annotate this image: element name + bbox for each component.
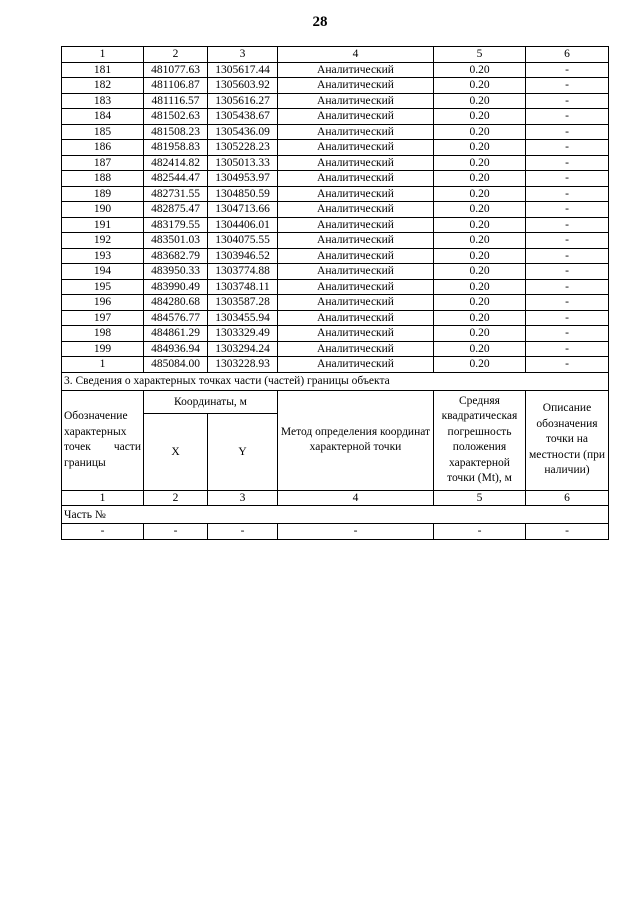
error-value: 0.20 xyxy=(434,93,526,109)
table-row xyxy=(62,155,609,171)
column-number: 2 xyxy=(144,47,208,63)
coord-x: 481502.63 xyxy=(144,109,208,125)
method: Аналитический xyxy=(278,264,434,280)
empty-cell: - xyxy=(144,524,208,540)
section3-numbers-row xyxy=(62,490,609,506)
column-number: 4 xyxy=(278,47,434,63)
point-number: 185 xyxy=(62,124,144,140)
error-value: 0.20 xyxy=(434,233,526,249)
method: Аналитический xyxy=(278,217,434,233)
coord-x: 481077.63 xyxy=(144,62,208,78)
method: Аналитический xyxy=(278,109,434,125)
coord-y: 1303748.11 xyxy=(208,279,278,295)
coord-x: 484861.29 xyxy=(144,326,208,342)
coord-y: 1305438.67 xyxy=(208,109,278,125)
coord-y: 1304850.59 xyxy=(208,186,278,202)
description: - xyxy=(526,140,609,156)
x-header: X xyxy=(144,413,208,490)
coord-y: 1303294.24 xyxy=(208,341,278,357)
description: - xyxy=(526,341,609,357)
coord-x: 483179.55 xyxy=(144,217,208,233)
point-number: 195 xyxy=(62,279,144,295)
description: - xyxy=(526,109,609,125)
point-number: 184 xyxy=(62,109,144,125)
error-value: 0.20 xyxy=(434,78,526,94)
column-number: 6 xyxy=(526,490,609,506)
point-number: 192 xyxy=(62,233,144,249)
error-value: 0.20 xyxy=(434,310,526,326)
coord-x: 481958.83 xyxy=(144,140,208,156)
description: - xyxy=(526,264,609,280)
method: Аналитический xyxy=(278,62,434,78)
point-number: 198 xyxy=(62,326,144,342)
table-row xyxy=(62,248,609,264)
coord-x: 484936.94 xyxy=(144,341,208,357)
error-value: 0.20 xyxy=(434,217,526,233)
point-number: 187 xyxy=(62,155,144,171)
point-number: 182 xyxy=(62,78,144,94)
coord-y: 1303774.88 xyxy=(208,264,278,280)
table-row xyxy=(62,93,609,109)
table-row xyxy=(62,202,609,218)
coord-y: 1303329.49 xyxy=(208,326,278,342)
table-row xyxy=(62,326,609,342)
coord-y: 1305603.92 xyxy=(208,78,278,94)
empty-cell: - xyxy=(526,524,609,540)
description: - xyxy=(526,186,609,202)
empty-cell: - xyxy=(278,524,434,540)
table-row xyxy=(62,341,609,357)
coord-y: 1305616.27 xyxy=(208,93,278,109)
description: - xyxy=(526,279,609,295)
coord-y: 1304953.97 xyxy=(208,171,278,187)
error-value: 0.20 xyxy=(434,295,526,311)
column-number: 3 xyxy=(208,490,278,506)
error-value: 0.20 xyxy=(434,140,526,156)
error-header: Средняя квадратическая погрешность положения характерной точки (Mt), м xyxy=(434,390,526,490)
method: Аналитический xyxy=(278,279,434,295)
error-value: 0.20 xyxy=(434,155,526,171)
column-number: 6 xyxy=(526,47,609,63)
table-row xyxy=(62,171,609,187)
point-number: 199 xyxy=(62,341,144,357)
page-number: 28 xyxy=(312,14,328,30)
point-number: 193 xyxy=(62,248,144,264)
description: - xyxy=(526,202,609,218)
coord-x: 482414.82 xyxy=(144,155,208,171)
error-value: 0.20 xyxy=(434,171,526,187)
empty-cell: - xyxy=(62,524,144,540)
method: Аналитический xyxy=(278,326,434,342)
section-title-row xyxy=(62,372,609,390)
coord-x: 482731.55 xyxy=(144,186,208,202)
coord-y: 1303455.94 xyxy=(208,310,278,326)
empty-cell: - xyxy=(434,524,526,540)
coord-y: 1305228.23 xyxy=(208,140,278,156)
point-number: 1 xyxy=(62,357,144,373)
coord-x: 481106.87 xyxy=(144,78,208,94)
description: - xyxy=(526,326,609,342)
table-row xyxy=(62,109,609,125)
coord-x: 485084.00 xyxy=(144,357,208,373)
section3-header-row xyxy=(62,390,609,413)
description: - xyxy=(526,171,609,187)
method: Аналитический xyxy=(278,186,434,202)
column-number: 1 xyxy=(62,490,144,506)
point-number: 197 xyxy=(62,310,144,326)
coord-x: 484280.68 xyxy=(144,295,208,311)
table-row xyxy=(62,279,609,295)
method: Аналитический xyxy=(278,93,434,109)
point-number: 196 xyxy=(62,295,144,311)
description-header: Описание обозначения точки на местности (при наличии) xyxy=(526,390,609,490)
description: - xyxy=(526,124,609,140)
description: - xyxy=(526,295,609,311)
method: Аналитический xyxy=(278,233,434,249)
method: Аналитический xyxy=(278,202,434,218)
section-title: 3. Сведения о характерных точках части (частей) границы объекта xyxy=(62,372,609,390)
column-number: 5 xyxy=(434,47,526,63)
point-number: 194 xyxy=(62,264,144,280)
coord-x: 483950.33 xyxy=(144,264,208,280)
description: - xyxy=(526,357,609,373)
error-value: 0.20 xyxy=(434,279,526,295)
table-row xyxy=(62,62,609,78)
column-numbers-row xyxy=(62,47,609,63)
empty-cell: - xyxy=(208,524,278,540)
coord-x: 483990.49 xyxy=(144,279,208,295)
error-value: 0.20 xyxy=(434,124,526,140)
coord-y: 1305013.33 xyxy=(208,155,278,171)
method: Аналитический xyxy=(278,295,434,311)
coord-y: 1303228.93 xyxy=(208,357,278,373)
column-number: 5 xyxy=(434,490,526,506)
point-number: 181 xyxy=(62,62,144,78)
description: - xyxy=(526,155,609,171)
error-value: 0.20 xyxy=(434,248,526,264)
table-row xyxy=(62,310,609,326)
empty-data-row xyxy=(62,524,609,540)
point-number: 190 xyxy=(62,202,144,218)
point-number: 189 xyxy=(62,186,144,202)
column-number: 2 xyxy=(144,490,208,506)
coord-x: 481508.23 xyxy=(144,124,208,140)
error-value: 0.20 xyxy=(434,62,526,78)
error-value: 0.20 xyxy=(434,264,526,280)
table-row xyxy=(62,217,609,233)
table-row xyxy=(62,78,609,94)
method: Аналитический xyxy=(278,248,434,264)
table-row xyxy=(62,357,609,373)
point-number: 188 xyxy=(62,171,144,187)
coord-y: 1304713.66 xyxy=(208,202,278,218)
method: Аналитический xyxy=(278,171,434,187)
part-label: Часть № xyxy=(62,506,609,524)
method: Аналитический xyxy=(278,124,434,140)
method-header: Метод определения координат характерной точки xyxy=(278,390,434,490)
point-number: 191 xyxy=(62,217,144,233)
coord-x: 481116.57 xyxy=(144,93,208,109)
coord-x: 484576.77 xyxy=(144,310,208,326)
coord-y: 1305617.44 xyxy=(208,62,278,78)
description: - xyxy=(526,93,609,109)
description: - xyxy=(526,62,609,78)
method: Аналитический xyxy=(278,310,434,326)
description: - xyxy=(526,217,609,233)
error-value: 0.20 xyxy=(434,186,526,202)
table-row xyxy=(62,186,609,202)
coord-x: 483501.03 xyxy=(144,233,208,249)
error-value: 0.20 xyxy=(434,109,526,125)
method: Аналитический xyxy=(278,155,434,171)
coord-x: 482544.47 xyxy=(144,171,208,187)
column-number: 4 xyxy=(278,490,434,506)
coord-x: 482875.47 xyxy=(144,202,208,218)
coord-y: 1305436.09 xyxy=(208,124,278,140)
table-row xyxy=(62,295,609,311)
method: Аналитический xyxy=(278,140,434,156)
column-number: 1 xyxy=(62,47,144,63)
description: - xyxy=(526,310,609,326)
section3-body xyxy=(62,372,609,539)
table-row xyxy=(62,264,609,280)
point-number: 183 xyxy=(62,93,144,109)
table-row xyxy=(62,233,609,249)
part-row xyxy=(62,506,609,524)
designation-header: Обозначение характерных точек части границы xyxy=(62,390,144,490)
table-row xyxy=(62,124,609,140)
description: - xyxy=(526,78,609,94)
error-value: 0.20 xyxy=(434,202,526,218)
coord-y: 1303946.52 xyxy=(208,248,278,264)
method: Аналитический xyxy=(278,78,434,94)
error-value: 0.20 xyxy=(434,357,526,373)
error-value: 0.20 xyxy=(434,326,526,342)
error-value: 0.20 xyxy=(434,341,526,357)
y-header: Y xyxy=(208,413,278,490)
description: - xyxy=(526,233,609,249)
coord-y: 1303587.28 xyxy=(208,295,278,311)
coord-y: 1304406.01 xyxy=(208,217,278,233)
description: - xyxy=(526,248,609,264)
point-number: 186 xyxy=(62,140,144,156)
coordinates-header: Координаты, м xyxy=(144,390,278,413)
table-row xyxy=(62,140,609,156)
method: Аналитический xyxy=(278,341,434,357)
characteristic-points-table xyxy=(61,46,609,540)
column-number: 3 xyxy=(208,47,278,63)
coord-x: 483682.79 xyxy=(144,248,208,264)
points-table-body xyxy=(62,47,609,373)
method: Аналитический xyxy=(278,357,434,373)
coord-y: 1304075.55 xyxy=(208,233,278,249)
